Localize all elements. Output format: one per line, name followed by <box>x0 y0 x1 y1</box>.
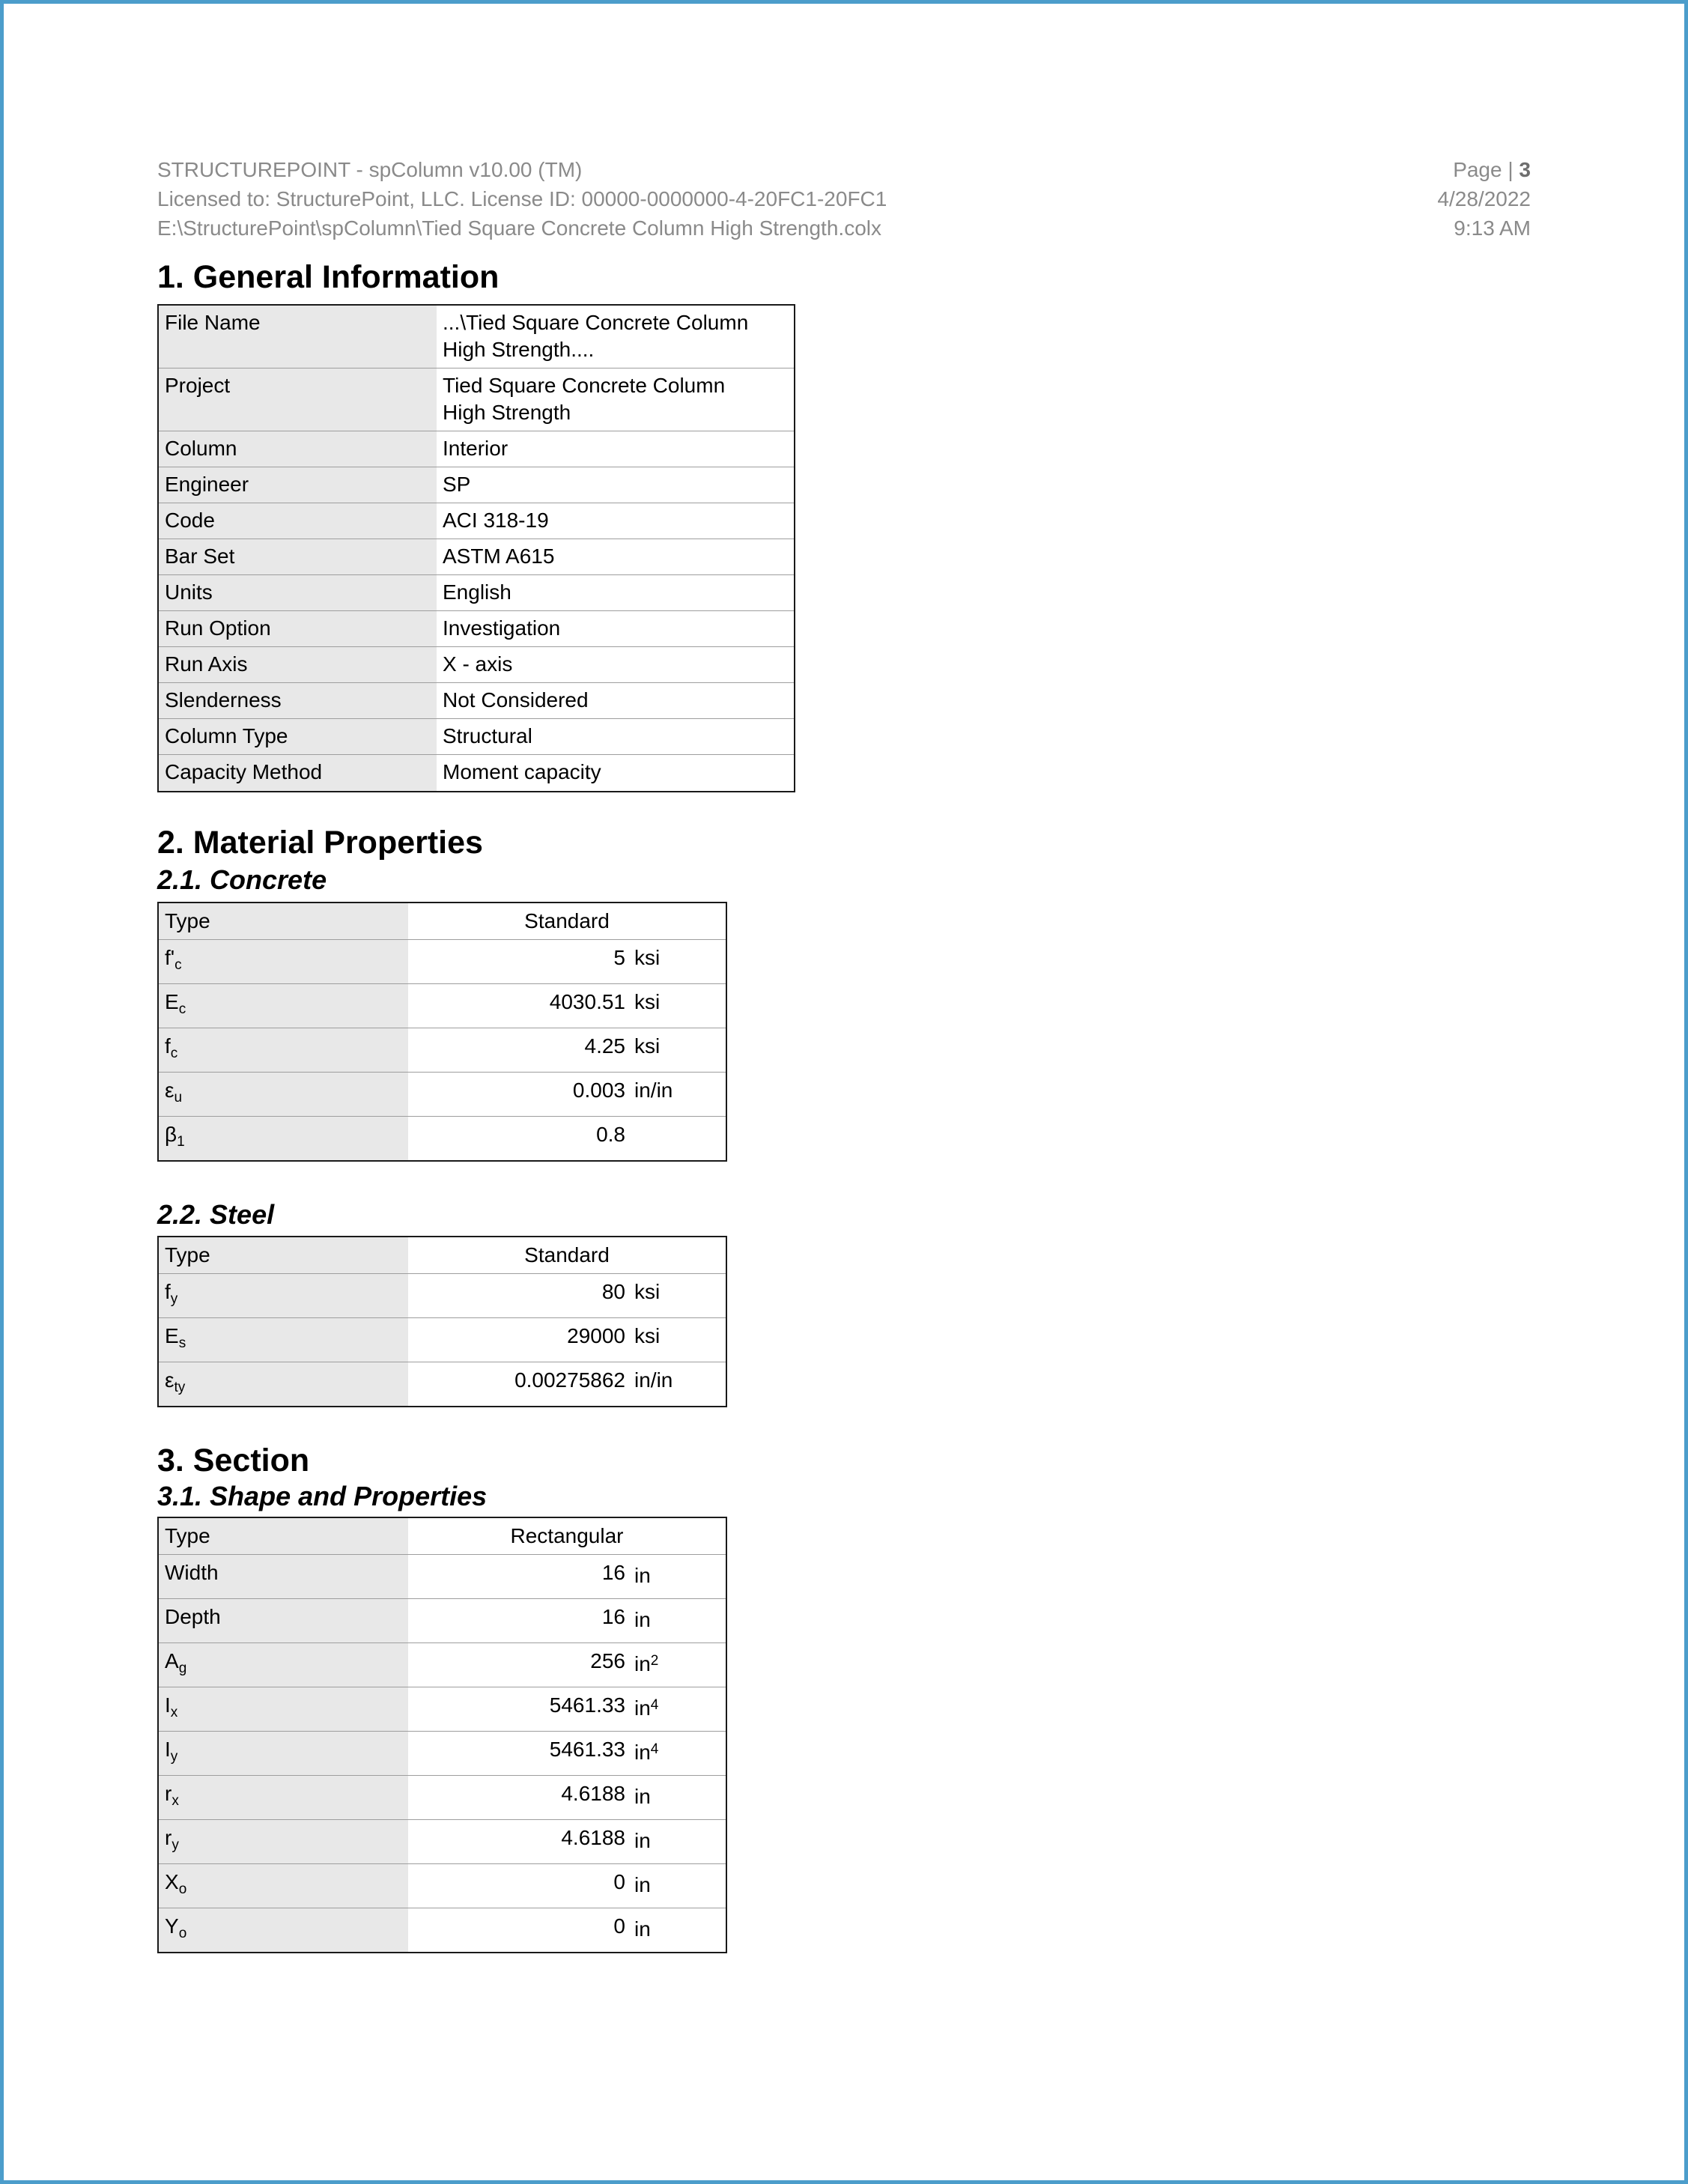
symbol-subscript: y <box>170 1291 178 1307</box>
table-row <box>159 503 794 539</box>
row-label <box>159 1028 408 1072</box>
unit-text: ksi <box>634 946 661 969</box>
table-row <box>159 431 794 467</box>
unit-text: ksi <box>634 990 661 1013</box>
table-row <box>159 1908 726 1952</box>
row-label <box>159 1643 408 1687</box>
table-row <box>159 575 794 611</box>
row-label <box>159 1687 408 1731</box>
table-row <box>159 467 794 503</box>
row-label: Code <box>159 503 437 539</box>
table-row <box>159 1776 726 1820</box>
row-unit <box>634 1274 726 1317</box>
row-value: 256 <box>590 1649 625 1672</box>
row-value: 5461.33 <box>549 1738 625 1761</box>
row-unit <box>634 1555 726 1598</box>
row-label <box>159 940 408 983</box>
table-row <box>159 1732 726 1776</box>
unit-text: in <box>634 1696 651 1720</box>
row-unit <box>634 1362 726 1406</box>
symbol-base: f' <box>165 946 175 969</box>
table-row <box>159 903 726 940</box>
header-left <box>157 155 887 243</box>
symbol-base: I <box>165 1738 171 1761</box>
subsection-title-steel: 2.2. Steel <box>157 1199 275 1230</box>
table-row <box>159 1028 726 1073</box>
row-unit <box>634 1318 726 1362</box>
report-time: 9:13 AM <box>1454 216 1531 240</box>
row-value: 4.25 <box>584 1034 625 1058</box>
row-label <box>159 1776 408 1819</box>
page-number: 3 <box>1519 158 1531 181</box>
row-value: X - axis <box>443 652 513 676</box>
row-label: Type <box>159 1237 408 1273</box>
unit-text: in <box>634 1917 651 1941</box>
table-row <box>159 1687 726 1732</box>
unit-superscript: 4 <box>650 1697 659 1713</box>
row-unit <box>634 940 726 983</box>
table-row <box>159 611 794 647</box>
unit-superscript: 4 <box>650 1741 659 1757</box>
row-value: 16 <box>601 1561 625 1584</box>
row-label <box>159 1117 408 1160</box>
table-row <box>159 984 726 1028</box>
table-row <box>159 1362 726 1406</box>
row-unit <box>634 1028 726 1072</box>
page-number-line <box>1437 155 1531 184</box>
table-row <box>159 755 794 791</box>
symbol-base: β <box>165 1123 177 1146</box>
row-value: Structural <box>443 724 532 747</box>
row-value: Moment capacity <box>443 760 601 783</box>
section-title-material-properties: 2. Material Properties <box>157 825 483 861</box>
row-value: ...\Tied Square Concrete Column High Strength.... <box>443 311 749 361</box>
row-unit <box>634 1908 726 1952</box>
row-label <box>159 984 408 1028</box>
row-value: 4.6188 <box>561 1826 625 1849</box>
section-title-general-information: 1. General Information <box>157 259 500 295</box>
row-label: Run Axis <box>159 647 437 682</box>
table-row <box>159 539 794 575</box>
row-label: Capacity Method <box>159 755 437 791</box>
steel-properties-table <box>157 1236 727 1407</box>
row-value: Investigation <box>443 616 561 640</box>
row-value: ACI 318-19 <box>443 509 549 532</box>
row-value: ASTM A615 <box>443 545 555 568</box>
row-label <box>159 1908 408 1952</box>
row-label <box>159 1362 408 1406</box>
row-label <box>159 1318 408 1362</box>
table-row <box>159 1237 726 1274</box>
symbol-subscript: x <box>170 1705 178 1720</box>
unit-text: in <box>634 1652 651 1675</box>
symbol-base: E <box>165 990 179 1013</box>
symbol-subscript: y <box>170 1749 178 1765</box>
table-row <box>159 1117 726 1160</box>
row-label: Slenderness <box>159 683 437 718</box>
row-label: Column <box>159 431 437 467</box>
symbol-subscript: s <box>178 1335 186 1351</box>
row-unit <box>634 1732 726 1775</box>
symbol-subscript: c <box>170 1046 178 1061</box>
section-title-section: 3. Section <box>157 1443 310 1478</box>
row-value: SP <box>443 473 471 496</box>
row-unit <box>634 1687 726 1731</box>
table-row <box>159 368 794 431</box>
row-label: File Name <box>159 306 437 368</box>
unit-text: in <box>634 1741 651 1764</box>
app-title: STRUCTUREPOINT - spColumn v10.00 (TM) <box>157 158 583 181</box>
unit-text: ksi <box>634 1324 661 1347</box>
row-value: Standard <box>524 909 610 932</box>
row-value: 5461.33 <box>549 1693 625 1717</box>
row-unit <box>634 1643 726 1687</box>
row-label <box>159 1599 408 1642</box>
symbol-subscript: y <box>171 1837 179 1853</box>
row-value: Tied Square Concrete Column High Strength <box>443 374 726 424</box>
row-label <box>159 1073 408 1116</box>
row-value: 0 <box>613 1914 625 1938</box>
table-row <box>159 940 726 984</box>
row-unit <box>634 1776 726 1819</box>
row-value: 16 <box>601 1605 625 1628</box>
symbol-subscript: c <box>178 1001 186 1017</box>
table-row <box>159 683 794 719</box>
symbol-base: f <box>165 1280 171 1303</box>
table-row <box>159 1643 726 1687</box>
row-value: 80 <box>601 1280 625 1303</box>
row-value: 4030.51 <box>549 990 625 1013</box>
unit-text: in/in <box>634 1368 673 1392</box>
row-value: 0.8 <box>596 1123 625 1146</box>
row-unit <box>634 1117 726 1160</box>
symbol-base: Depth <box>165 1605 221 1628</box>
symbol-subscript: g <box>178 1660 187 1676</box>
report-date: 4/28/2022 <box>1437 187 1531 210</box>
symbol-base: X <box>165 1870 179 1893</box>
general-information-table <box>157 304 795 792</box>
row-value: 0 <box>613 1870 625 1893</box>
symbol-base: ε <box>165 1079 174 1102</box>
row-value: 5 <box>613 946 625 969</box>
row-label <box>159 1274 408 1317</box>
row-label <box>159 1864 408 1908</box>
unit-text: in <box>634 1873 651 1896</box>
unit-text: in <box>634 1785 651 1808</box>
table-row <box>159 306 794 368</box>
symbol-subscript: o <box>178 1881 187 1897</box>
page-label: Page | <box>1453 158 1519 181</box>
table-row <box>159 647 794 683</box>
row-label: Column Type <box>159 719 437 754</box>
unit-superscript: 2 <box>650 1653 659 1669</box>
table-row <box>159 1820 726 1864</box>
row-value: 29000 <box>567 1324 625 1347</box>
table-row <box>159 1274 726 1318</box>
shape-properties-table <box>157 1517 727 1953</box>
unit-text: in <box>634 1564 651 1587</box>
symbol-base: A <box>165 1649 179 1672</box>
row-value: Not Considered <box>443 688 589 712</box>
symbol-subscript: 1 <box>177 1134 185 1150</box>
symbol-base: E <box>165 1324 179 1347</box>
subsection-title-concrete: 2.1. Concrete <box>157 864 327 895</box>
symbol-subscript: o <box>178 1926 187 1941</box>
row-value: 0.00275862 <box>514 1368 625 1392</box>
row-unit <box>634 1599 726 1642</box>
row-value: Standard <box>524 1243 610 1267</box>
symbol-base: Width <box>165 1561 219 1584</box>
row-label: Bar Set <box>159 539 437 574</box>
row-label: Type <box>159 1518 408 1554</box>
unit-text: in <box>634 1608 651 1631</box>
concrete-properties-table <box>157 902 727 1162</box>
symbol-base: f <box>165 1034 171 1058</box>
report-content <box>4 4 1684 1953</box>
row-unit <box>634 1073 726 1116</box>
row-label: Engineer <box>159 467 437 503</box>
unit-text: in <box>634 1829 651 1852</box>
row-label <box>159 1732 408 1775</box>
symbol-base: ε <box>165 1368 174 1392</box>
row-value: 0.003 <box>572 1079 625 1102</box>
symbol-subscript: u <box>174 1090 183 1105</box>
row-unit <box>634 1864 726 1908</box>
row-label <box>159 1555 408 1598</box>
symbol-base: r <box>165 1826 172 1849</box>
subsection-title-shape-and-properties: 3.1. Shape and Properties <box>157 1481 488 1511</box>
row-label <box>159 1820 408 1863</box>
page-header <box>157 155 1531 243</box>
unit-text: in/in <box>634 1079 673 1102</box>
table-row <box>159 719 794 755</box>
row-label: Project <box>159 368 437 431</box>
row-unit <box>634 1820 726 1863</box>
file-path: E:\StructurePoint\spColumn\Tied Square Concrete Column High Strength.colx <box>157 216 881 240</box>
row-label: Units <box>159 575 437 610</box>
row-label: Type <box>159 903 408 939</box>
symbol-base: Y <box>165 1914 179 1938</box>
row-value: 4.6188 <box>561 1782 625 1805</box>
table-row <box>159 1599 726 1643</box>
table-row <box>159 1073 726 1117</box>
row-value: English <box>443 580 511 604</box>
row-value: Interior <box>443 437 508 460</box>
table-row <box>159 1518 726 1555</box>
symbol-subscript: c <box>174 957 182 973</box>
symbol-base: I <box>165 1693 171 1717</box>
table-row <box>159 1864 726 1908</box>
table-row <box>159 1318 726 1362</box>
table-row <box>159 1555 726 1599</box>
symbol-subscript: x <box>171 1793 179 1809</box>
unit-text: ksi <box>634 1034 661 1058</box>
row-unit <box>634 984 726 1028</box>
symbol-subscript: ty <box>174 1380 186 1395</box>
symbol-base: r <box>165 1782 172 1805</box>
unit-text: ksi <box>634 1280 661 1303</box>
license-line: Licensed to: StructurePoint, LLC. License ID: 00000-0000000-4-20FC1-20FC1 <box>157 187 887 210</box>
row-value: Rectangular <box>510 1524 624 1547</box>
header-right <box>1437 155 1531 243</box>
row-label: Run Option <box>159 611 437 646</box>
